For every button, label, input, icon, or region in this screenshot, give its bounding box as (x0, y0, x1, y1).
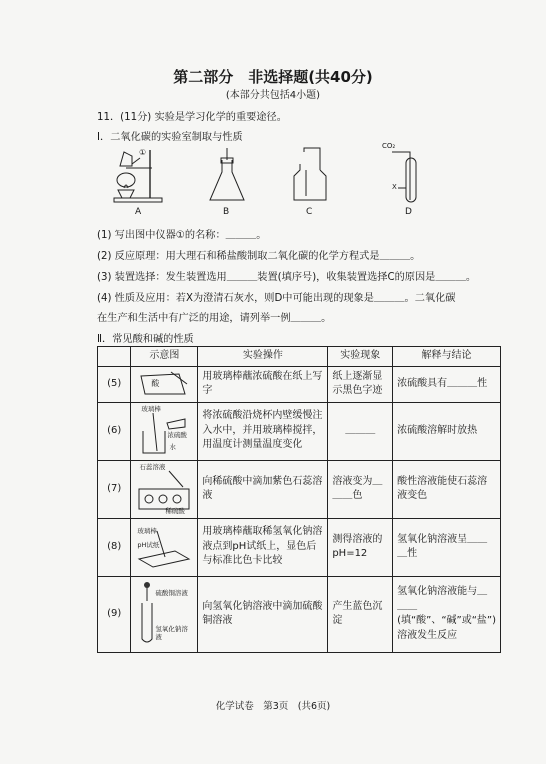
apparatus-a-diagram (108, 146, 168, 204)
apparatus-a-mark: ① (139, 148, 147, 157)
diagram-label: 玻璃棒 (137, 527, 157, 535)
part1-heading: Ⅰ．二氧化碳的实验室制取与性质 (97, 132, 243, 143)
diagram-label: 玻璃棒 (141, 405, 161, 413)
figure-label-d: D (405, 207, 412, 217)
diagram-label: 稀硫酸 (165, 507, 185, 515)
diagram-label: 硫酸铜溶液 (155, 589, 188, 597)
diagram-cell (131, 366, 198, 402)
table-header-row (98, 347, 501, 367)
diagram-label: 石蕊溶液 (139, 463, 166, 471)
diagram-label: pH试纸 (137, 541, 160, 549)
phenomenon-cell: 纸上逐渐显示黑色字迹 (328, 366, 393, 402)
diagram-cell (131, 576, 198, 652)
apparatus-d-diagram (372, 140, 432, 206)
table-header-cell: 实验现象 (328, 347, 393, 367)
table-row (98, 460, 501, 518)
phenomenon-cell: 测得溶液的pH=12 (328, 518, 393, 576)
table-row (98, 366, 501, 402)
phenomenon-cell: ＿＿＿ (328, 402, 393, 460)
figure-label-c: C (306, 207, 313, 217)
operation-cell: 将浓硫酸沿烧杯内壁缓慢注入水中，并用玻璃棒搅拌，用温度计测量温度变化 (198, 402, 328, 460)
apparatus-c-diagram (290, 146, 330, 204)
operation-cell: 用玻璃棒蘸取稀氢氧化钠溶液点到pH试纸上，显色后与标准比色卡比较 (198, 518, 328, 576)
phenomenon-cell: 溶液变为＿＿＿色 (328, 460, 393, 518)
row-number: (9) (98, 576, 131, 652)
apparatus-b-diagram (205, 146, 249, 204)
page-footer: 化学试卷 第3页 (共6页) (215, 701, 331, 712)
diagram-cell (131, 518, 198, 576)
conclusion-cell: 浓硫酸具有＿＿＿性 (393, 366, 501, 402)
table-header-cell: 示意图 (131, 347, 198, 367)
table-header-cell: 实验操作 (198, 347, 328, 367)
row-number: (7) (98, 460, 131, 518)
question-2: (2) 反应原理：用大理石和稀盐酸制取二氧化碳的化学方程式是＿＿＿。 (97, 251, 421, 262)
co2-label: CO₂ (382, 142, 396, 150)
table-row (98, 576, 501, 652)
table-row (98, 402, 501, 460)
x-label: X (392, 183, 397, 191)
conclusion-cell: 浓硫酸溶解时放热 (393, 402, 501, 460)
diagram-label: 氢氧化钠溶液 (155, 625, 188, 642)
part2-heading: Ⅱ．常见酸和碱的性质 (97, 334, 194, 345)
diagram-label: 浓硫酸 (167, 431, 187, 439)
question-4-line-2: 在生产和生活中有广泛的用途，请列举一例＿＿＿。 (97, 313, 332, 324)
figure-label-b: B (223, 207, 230, 217)
operation-cell: 用玻璃棒蘸浓硫酸在纸上写字 (198, 366, 328, 402)
conclusion-cell: 氢氧化钠溶液呈＿＿＿性 (393, 518, 501, 576)
diagram-cell (131, 460, 198, 518)
phenomenon-cell: 产生蓝色沉淀 (328, 576, 393, 652)
row-number: (6) (98, 402, 131, 460)
question-4-line-1: (4) 性质及应用：若X为澄清石灰水，则D中可能出现的现象是＿＿＿。二氧化碳 (97, 293, 456, 304)
table-row (98, 518, 501, 576)
operation-cell: 向稀硫酸中滴加紫色石蕊溶液 (198, 460, 328, 518)
question-intro: 11．(11分) 实验是学习化学的重要途径。 (97, 112, 287, 123)
section-title: 第二部分 非选择题(共40分) (173, 68, 373, 86)
figure-label-a: A (135, 207, 142, 217)
section-subtitle: (本部分共包括4小题) (225, 90, 321, 101)
row-number: (5) (98, 366, 131, 402)
question-3: (3) 装置选择：发生装置选用＿＿＿装置(填序号)，收集装置选择C的原因是＿＿＿。 (97, 272, 477, 283)
table-header-cell: 解释与结论 (393, 347, 501, 367)
diagram-cell (131, 402, 198, 460)
conclusion-cell: 酸性溶液能使石蕊溶液变色 (393, 460, 501, 518)
table-header-cell (98, 347, 131, 367)
experiment-table (97, 346, 501, 653)
diagram-label: 水 (169, 443, 176, 451)
operation-cell: 向氢氧化钠溶液中滴加硫酸铜溶液 (198, 576, 328, 652)
row-number: (8) (98, 518, 131, 576)
question-1: (1) 写出图中仪器①的名称：＿＿＿。 (97, 230, 267, 241)
conclusion-cell: 氢氧化钠溶液能与＿＿＿(填“酸”、“碱”或“盐”)溶液发生反应 (393, 576, 501, 652)
diagram-label: 酸 (151, 379, 160, 388)
